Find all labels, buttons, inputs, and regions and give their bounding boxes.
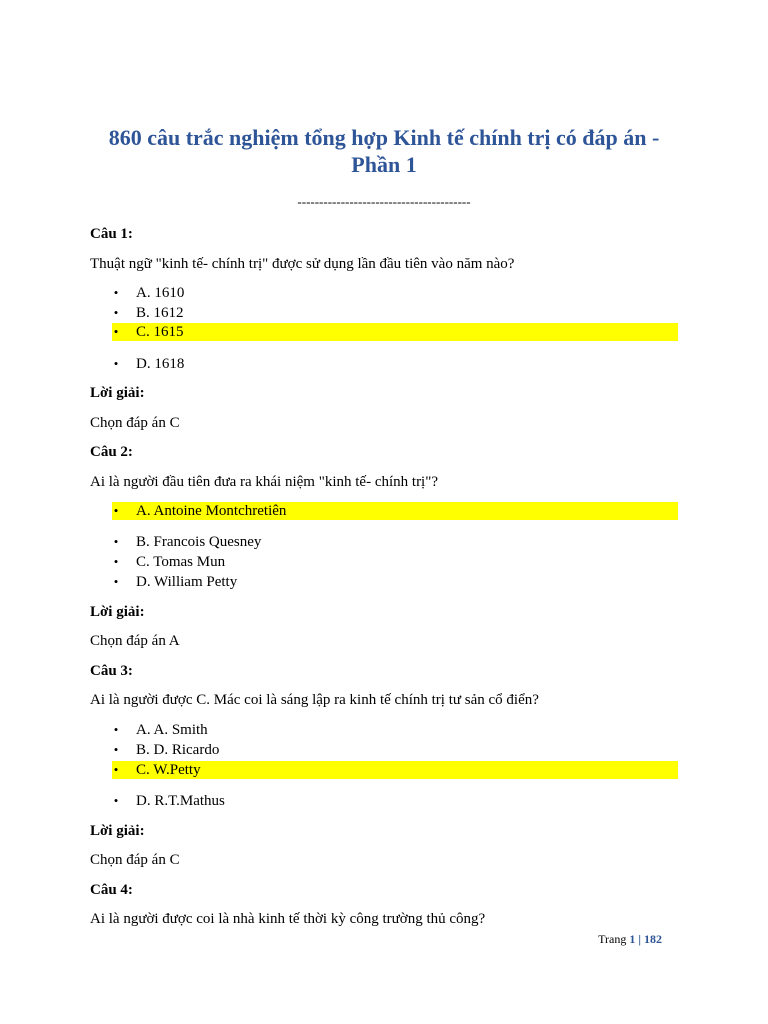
option-text: C. W.Petty	[136, 762, 201, 778]
option-text: C. 1615	[136, 324, 184, 340]
footer-page-number: 1	[629, 932, 636, 946]
page-footer	[598, 931, 662, 947]
question-1-option-a	[112, 284, 678, 302]
question-1-solution: Chọn đáp án C	[90, 415, 180, 431]
option-text: B. Francois Quesney	[136, 534, 262, 550]
bullet-icon: •	[113, 503, 119, 518]
bullet-icon: •	[113, 324, 119, 339]
option-text: A. Antoine Montchretiên	[136, 503, 287, 519]
question-2-solution-label: Lời giải:	[90, 604, 145, 620]
bullet-icon: •	[113, 534, 119, 549]
question-1-option-c	[112, 323, 678, 341]
option-text: A. A. Smith	[136, 722, 208, 738]
question-3-option-b	[112, 741, 678, 759]
question-2-label: Câu 2:	[90, 444, 133, 460]
bullet-icon: •	[113, 305, 119, 320]
bullet-icon: •	[113, 722, 119, 737]
title-separator: ----------------------------------------	[297, 194, 471, 209]
option-text: B. 1612	[136, 305, 184, 321]
option-text: C. Tomas Mun	[136, 554, 226, 570]
footer-total-pages: 182	[644, 932, 662, 946]
document-title-line-2: Phần 1	[351, 152, 417, 177]
question-1-solution-label: Lời giải:	[90, 385, 145, 401]
option-text: D. 1618	[136, 356, 185, 372]
question-2-solution: Chọn đáp án A	[90, 633, 180, 649]
bullet-icon: •	[113, 742, 119, 757]
question-3-label: Câu 3:	[90, 663, 133, 679]
footer-divider: |	[638, 932, 641, 946]
question-2-option-b	[112, 533, 678, 551]
bullet-icon: •	[113, 762, 119, 777]
question-3-solution-label: Lời giải:	[90, 823, 145, 839]
question-1-text: Thuật ngữ "kinh tế- chính trị" được sử dụng lần đầu tiên vào năm nào?	[90, 256, 515, 272]
question-3-solution: Chọn đáp án C	[90, 852, 180, 868]
document-title-line-1: 860 câu trắc nghiệm tổng hợp Kinh tế chính trị có đáp án -	[108, 125, 660, 150]
bullet-icon: •	[113, 574, 119, 589]
question-2-option-a	[112, 502, 678, 520]
question-4-label: Câu 4:	[90, 882, 133, 898]
bullet-icon: •	[113, 554, 119, 569]
question-1-option-b	[112, 304, 678, 322]
question-3-option-d	[112, 792, 678, 810]
option-text: B. D. Ricardo	[136, 742, 220, 758]
question-2-text: Ai là người đầu tiên đưa ra khái niệm "kinh tế- chính trị"?	[90, 474, 439, 490]
question-2-option-d	[112, 573, 678, 591]
question-1-label: Câu 1:	[90, 226, 133, 242]
question-3-text: Ai là người được C. Mác coi là sáng lập ra kinh tế chính trị tư sản cổ điển?	[90, 692, 539, 708]
footer-prefix: Trang	[598, 932, 627, 946]
bullet-icon: •	[113, 793, 119, 808]
question-2-option-c	[112, 553, 678, 571]
question-3-option-c	[112, 761, 678, 779]
option-text: D. R.T.Mathus	[136, 793, 225, 809]
question-3-option-a	[112, 721, 678, 739]
document-title	[60, 124, 708, 178]
bullet-icon: •	[113, 285, 119, 300]
option-text: D. William Petty	[136, 574, 238, 590]
question-1-option-d	[112, 355, 678, 373]
question-4-text: Ai là người được coi là nhà kinh tế thời kỳ công trường thủ công?	[90, 911, 486, 927]
option-text: A. 1610	[136, 285, 185, 301]
bullet-icon: •	[113, 356, 119, 371]
